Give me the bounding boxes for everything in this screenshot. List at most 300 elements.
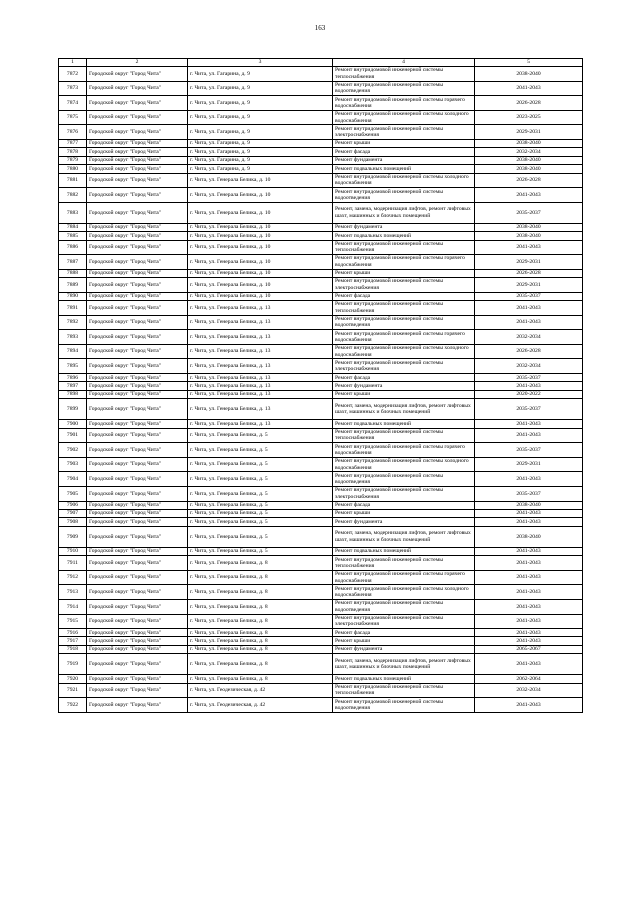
row-number: 7922 <box>59 698 87 713</box>
table-row <box>59 556 583 571</box>
period-cell: 2038-2040 <box>475 67 583 82</box>
table-row <box>59 420 583 428</box>
work-type-cell: Ремонт внутридомовой инженерной системы электроснабжения <box>333 359 475 374</box>
period-cell: 2026-2028 <box>475 344 583 359</box>
address-cell: г. Чита, ул. Генерала Белика, д. 13 <box>188 359 333 374</box>
period-cell: 2041-2043 <box>475 428 583 443</box>
period-cell: 2035-2037 <box>475 292 583 300</box>
table-row <box>59 518 583 526</box>
address-cell: г. Чита, ул. Генерала Белика, д. 8 <box>188 654 333 675</box>
row-number: 7916 <box>59 629 87 637</box>
work-type-cell: Ремонт крыши <box>333 390 475 398</box>
district-cell: Городской округ "Город Чита" <box>87 292 188 300</box>
table-row <box>59 292 583 300</box>
address-cell: г. Чита, ул. Генерала Белика, д. 5 <box>188 472 333 487</box>
table-row <box>59 637 583 645</box>
district-cell: Городской округ "Город Чита" <box>87 315 188 330</box>
work-type-cell: Ремонт внутридомовой инженерной системы водоотведения <box>333 599 475 614</box>
column-header-3: 3 <box>188 59 333 67</box>
table-row <box>59 486 583 501</box>
row-number: 7914 <box>59 599 87 614</box>
district-cell: Городской округ "Город Чита" <box>87 255 188 270</box>
row-number: 7894 <box>59 344 87 359</box>
table-row <box>59 654 583 675</box>
address-cell: г. Чита, ул. Генерала Белика, д. 13 <box>188 390 333 398</box>
table-row <box>59 675 583 683</box>
district-cell: Городской округ "Город Чита" <box>87 457 188 472</box>
work-type-cell: Ремонт внутридомовой инженерной системы горячего водоснабжения <box>333 570 475 585</box>
table-row <box>59 240 583 255</box>
row-number: 7899 <box>59 399 87 420</box>
work-type-cell: Ремонт внутридомовой инженерной системы теплоснабжения <box>333 428 475 443</box>
period-cell: 2029-2031 <box>475 125 583 140</box>
row-number: 7920 <box>59 675 87 683</box>
address-cell: г. Чита, ул. Генерала Белика, д. 13 <box>188 330 333 345</box>
row-number: 7898 <box>59 390 87 398</box>
work-type-cell: Ремонт внутридомовой инженерной системы горячего водоснабжения <box>333 255 475 270</box>
work-type-cell: Ремонт крыши <box>333 509 475 517</box>
address-cell: г. Чита, ул. Генерала Белика, д. 13 <box>188 382 333 390</box>
row-number: 7917 <box>59 637 87 645</box>
table-row <box>59 683 583 698</box>
address-cell: г. Чита, ул. Генерала Белика, д. 5 <box>188 428 333 443</box>
table-row <box>59 81 583 96</box>
table-row <box>59 344 583 359</box>
work-type-cell: Ремонт фасада <box>333 629 475 637</box>
period-cell: 2023-2025 <box>475 110 583 125</box>
address-cell: г. Чита, ул. Гагарина, д. 9 <box>188 156 333 164</box>
row-number: 7888 <box>59 269 87 277</box>
table-row <box>59 374 583 382</box>
address-cell: г. Чита, ул. Генерала Белика, д. 13 <box>188 399 333 420</box>
district-cell: Городской округ "Город Чита" <box>87 472 188 487</box>
work-type-cell: Ремонт фасада <box>333 374 475 382</box>
period-cell: 2041-2043 <box>475 188 583 203</box>
work-type-cell: Ремонт подвальных помещений <box>333 420 475 428</box>
address-cell: г. Чита, ул. Геодезическая, д. 42 <box>188 698 333 713</box>
work-type-cell: Ремонт внутридомовой инженерной системы водоотведения <box>333 472 475 487</box>
address-cell: г. Чита, ул. Генерала Белика, д. 10 <box>188 292 333 300</box>
row-number: 7902 <box>59 443 87 458</box>
period-cell: 2041-2043 <box>475 518 583 526</box>
work-type-cell: Ремонт, замена, модернизация лифтов, ремонт лифтовых шахт, машинных и блочных помещений <box>333 526 475 547</box>
address-cell: г. Чита, ул. Генерала Белика, д. 5 <box>188 457 333 472</box>
table-row <box>59 148 583 156</box>
district-cell: Городской округ "Город Чита" <box>87 81 188 96</box>
row-number: 7897 <box>59 382 87 390</box>
address-cell: г. Чита, ул. Генерала Белика, д. 5 <box>188 518 333 526</box>
district-cell: Городской округ "Город Чита" <box>87 165 188 173</box>
address-cell: г. Чита, ул. Гагарина, д. 9 <box>188 148 333 156</box>
table-row <box>59 399 583 420</box>
address-cell: г. Чита, ул. Гагарина, д. 9 <box>188 125 333 140</box>
period-cell: 2035-2037 <box>475 486 583 501</box>
address-cell: г. Чита, ул. Генерала Белика, д. 5 <box>188 547 333 555</box>
period-cell: 2020-2022 <box>475 390 583 398</box>
district-cell: Городской округ "Город Чита" <box>87 501 188 509</box>
address-cell: г. Чита, ул. Генерала Белика, д. 10 <box>188 173 333 188</box>
work-type-cell: Ремонт внутридомовой инженерной системы холодного водоснабжения <box>333 110 475 125</box>
row-number: 7878 <box>59 148 87 156</box>
address-cell: г. Чита, ул. Геодезическая, д. 42 <box>188 683 333 698</box>
work-type-cell: Ремонт крыши <box>333 139 475 147</box>
row-number: 7872 <box>59 67 87 82</box>
district-cell: Городской округ "Город Чита" <box>87 585 188 600</box>
address-cell: г. Чита, ул. Генерала Белика, д. 13 <box>188 374 333 382</box>
period-cell: 2062-2064 <box>475 675 583 683</box>
work-type-cell: Ремонт внутридомовой инженерной системы электроснабжения <box>333 486 475 501</box>
work-type-cell: Ремонт внутридомовой инженерной системы горячего водоснабжения <box>333 96 475 111</box>
row-number: 7903 <box>59 457 87 472</box>
work-type-cell: Ремонт внутридомовой инженерной системы горячего водоснабжения <box>333 443 475 458</box>
district-cell: Городской округ "Город Чита" <box>87 428 188 443</box>
table-row <box>59 125 583 140</box>
column-header-5: 5 <box>475 59 583 67</box>
district-cell: Городской округ "Город Чита" <box>87 683 188 698</box>
table-row <box>59 96 583 111</box>
work-type-cell: Ремонт крыши <box>333 637 475 645</box>
work-type-cell: Ремонт фасада <box>333 148 475 156</box>
district-cell: Городской округ "Город Чита" <box>87 223 188 231</box>
period-cell: 2038-2040 <box>475 526 583 547</box>
table-row <box>59 173 583 188</box>
address-cell: г. Чита, ул. Генерала Белика, д. 8 <box>188 675 333 683</box>
table-row <box>59 67 583 82</box>
table-header-row <box>59 59 583 67</box>
work-type-cell: Ремонт фундамента <box>333 518 475 526</box>
period-cell: 2026-2028 <box>475 96 583 111</box>
address-cell: г. Чита, ул. Гагарина, д. 9 <box>188 67 333 82</box>
table-row <box>59 156 583 164</box>
table-row <box>59 202 583 223</box>
row-number: 7875 <box>59 110 87 125</box>
row-number: 7873 <box>59 81 87 96</box>
work-type-cell: Ремонт внутридомовой инженерной системы водоотведения <box>333 698 475 713</box>
district-cell: Городской округ "Город Чита" <box>87 556 188 571</box>
table-row <box>59 278 583 293</box>
district-cell: Городской округ "Город Чита" <box>87 382 188 390</box>
table-row <box>59 110 583 125</box>
district-cell: Городской округ "Город Чита" <box>87 240 188 255</box>
period-cell: 2041-2043 <box>475 420 583 428</box>
table-row <box>59 501 583 509</box>
period-cell: 2041-2043 <box>475 556 583 571</box>
row-number: 7895 <box>59 359 87 374</box>
row-number: 7887 <box>59 255 87 270</box>
table-row <box>59 188 583 203</box>
district-cell: Городской округ "Город Чита" <box>87 148 188 156</box>
work-type-cell: Ремонт внутридомовой инженерной системы водоотведения <box>333 188 475 203</box>
work-type-cell: Ремонт внутридомовой инженерной системы теплоснабжения <box>333 556 475 571</box>
table-row <box>59 585 583 600</box>
row-number: 7885 <box>59 232 87 240</box>
period-cell: 2029-2031 <box>475 457 583 472</box>
work-type-cell: Ремонт фундамента <box>333 645 475 653</box>
row-number: 7892 <box>59 315 87 330</box>
work-type-cell: Ремонт внутридомовой инженерной системы водоотведения <box>333 81 475 96</box>
table-row <box>59 330 583 345</box>
address-cell: г. Чита, ул. Генерала Белика, д. 8 <box>188 585 333 600</box>
row-number: 7896 <box>59 374 87 382</box>
address-cell: г. Чита, ул. Гагарина, д. 9 <box>188 139 333 147</box>
district-cell: Городской округ "Город Чита" <box>87 278 188 293</box>
table-row <box>59 443 583 458</box>
district-cell: Городской округ "Город Чита" <box>87 344 188 359</box>
table-row <box>59 472 583 487</box>
period-cell: 2038-2040 <box>475 232 583 240</box>
column-header-1: 1 <box>59 59 87 67</box>
district-cell: Городской округ "Город Чита" <box>87 654 188 675</box>
work-type-cell: Ремонт внутридомовой инженерной системы холодного водоснабжения <box>333 457 475 472</box>
period-cell: 2035-2037 <box>475 374 583 382</box>
row-number: 7909 <box>59 526 87 547</box>
address-cell: г. Чита, ул. Гагарина, д. 9 <box>188 96 333 111</box>
district-cell: Городской округ "Город Чита" <box>87 96 188 111</box>
period-cell: 2041-2043 <box>475 614 583 629</box>
district-cell: Городской округ "Город Чита" <box>87 67 188 82</box>
row-number: 7915 <box>59 614 87 629</box>
address-cell: г. Чита, ул. Генерала Белика, д. 13 <box>188 420 333 428</box>
work-type-cell: Ремонт подвальных помещений <box>333 547 475 555</box>
period-cell: 2035-2037 <box>475 202 583 223</box>
work-type-cell: Ремонт внутридомовой инженерной системы горячего водоснабжения <box>333 330 475 345</box>
district-cell: Городской округ "Город Чита" <box>87 443 188 458</box>
period-cell: 2026-2028 <box>475 173 583 188</box>
address-cell: г. Чита, ул. Генерала Белика, д. 5 <box>188 509 333 517</box>
table-row <box>59 570 583 585</box>
period-cell: 2026-2028 <box>475 269 583 277</box>
table-row <box>59 139 583 147</box>
row-number: 7919 <box>59 654 87 675</box>
table-row <box>59 359 583 374</box>
period-cell: 2035-2037 <box>475 399 583 420</box>
repair-schedule-table <box>58 58 583 713</box>
period-cell: 2038-2040 <box>475 165 583 173</box>
district-cell: Городской округ "Город Чита" <box>87 526 188 547</box>
row-number: 7877 <box>59 139 87 147</box>
period-cell: 2038-2040 <box>475 501 583 509</box>
district-cell: Городской округ "Город Чита" <box>87 599 188 614</box>
work-type-cell: Ремонт, замена, модернизация лифтов, ремонт лифтовых шахт, машинных и блочных помещений <box>333 202 475 223</box>
district-cell: Городской округ "Город Чита" <box>87 518 188 526</box>
address-cell: г. Чита, ул. Генерала Белика, д. 5 <box>188 526 333 547</box>
row-number: 7907 <box>59 509 87 517</box>
work-type-cell: Ремонт внутридомовой инженерной системы теплоснабжения <box>333 301 475 316</box>
row-number: 7900 <box>59 420 87 428</box>
row-number: 7921 <box>59 683 87 698</box>
row-number: 7901 <box>59 428 87 443</box>
row-number: 7884 <box>59 223 87 231</box>
address-cell: г. Чита, ул. Генерала Белика, д. 8 <box>188 614 333 629</box>
period-cell: 2065-2067 <box>475 645 583 653</box>
table-row <box>59 315 583 330</box>
period-cell: 2038-2040 <box>475 223 583 231</box>
period-cell: 2035-2037 <box>475 443 583 458</box>
period-cell: 2032-2034 <box>475 330 583 345</box>
district-cell: Городской округ "Город Чита" <box>87 420 188 428</box>
address-cell: г. Чита, ул. Генерала Белика, д. 10 <box>188 240 333 255</box>
period-cell: 2041-2043 <box>475 240 583 255</box>
row-number: 7906 <box>59 501 87 509</box>
district-cell: Городской округ "Город Чита" <box>87 139 188 147</box>
table-row <box>59 428 583 443</box>
row-number: 7891 <box>59 301 87 316</box>
table-row <box>59 509 583 517</box>
address-cell: г. Чита, ул. Гагарина, д. 9 <box>188 165 333 173</box>
address-cell: г. Чита, ул. Генерала Белика, д. 8 <box>188 599 333 614</box>
work-type-cell: Ремонт крыши <box>333 269 475 277</box>
work-type-cell: Ремонт подвальных помещений <box>333 675 475 683</box>
work-type-cell: Ремонт подвальных помещений <box>333 232 475 240</box>
row-number: 7890 <box>59 292 87 300</box>
row-number: 7889 <box>59 278 87 293</box>
work-type-cell: Ремонт, замена, модернизация лифтов, ремонт лифтовых шахт, машинных и блочных помещений <box>333 399 475 420</box>
row-number: 7893 <box>59 330 87 345</box>
row-number: 7874 <box>59 96 87 111</box>
work-type-cell: Ремонт внутридомовой инженерной системы холодного водоснабжения <box>333 344 475 359</box>
district-cell: Городской округ "Город Чита" <box>87 156 188 164</box>
table-row <box>59 232 583 240</box>
period-cell: 2041-2043 <box>475 315 583 330</box>
district-cell: Городской округ "Город Чита" <box>87 399 188 420</box>
period-cell: 2041-2043 <box>475 599 583 614</box>
row-number: 7904 <box>59 472 87 487</box>
work-type-cell: Ремонт подвальных помещений <box>333 165 475 173</box>
period-cell: 2038-2040 <box>475 139 583 147</box>
address-cell: г. Чита, ул. Генерала Белика, д. 5 <box>188 486 333 501</box>
period-cell: 2029-2031 <box>475 255 583 270</box>
address-cell: г. Чита, ул. Генерала Белика, д. 10 <box>188 202 333 223</box>
work-type-cell: Ремонт фасада <box>333 292 475 300</box>
district-cell: Городской округ "Город Чита" <box>87 330 188 345</box>
row-number: 7905 <box>59 486 87 501</box>
row-number: 7881 <box>59 173 87 188</box>
table-row <box>59 547 583 555</box>
work-type-cell: Ремонт фундамента <box>333 223 475 231</box>
work-type-cell: Ремонт фасада <box>333 501 475 509</box>
address-cell: г. Чита, ул. Генерала Белика, д. 10 <box>188 278 333 293</box>
table-row <box>59 698 583 713</box>
row-number: 7908 <box>59 518 87 526</box>
row-number: 7879 <box>59 156 87 164</box>
address-cell: г. Чита, ул. Генерала Белика, д. 8 <box>188 556 333 571</box>
work-type-cell: Ремонт фундамента <box>333 382 475 390</box>
table-row <box>59 629 583 637</box>
row-number: 7918 <box>59 645 87 653</box>
address-cell: г. Чита, ул. Гагарина, д. 9 <box>188 81 333 96</box>
page-number: 163 <box>314 24 326 32</box>
work-type-cell: Ремонт внутридомовой инженерной системы теплоснабжения <box>333 240 475 255</box>
period-cell: 2041-2043 <box>475 509 583 517</box>
district-cell: Городской округ "Город Чита" <box>87 374 188 382</box>
row-number: 7882 <box>59 188 87 203</box>
work-type-cell: Ремонт, замена, модернизация лифтов, ремонт лифтовых шахт, машинных и блочных помещений <box>333 654 475 675</box>
period-cell: 2041-2043 <box>475 698 583 713</box>
address-cell: г. Чита, ул. Генерала Белика, д. 10 <box>188 223 333 231</box>
period-cell: 2041-2043 <box>475 570 583 585</box>
address-cell: г. Чита, ул. Генерала Белика, д. 8 <box>188 629 333 637</box>
table-row <box>59 645 583 653</box>
table-row <box>59 382 583 390</box>
period-cell: 2041-2043 <box>475 637 583 645</box>
address-cell: г. Чита, ул. Генерала Белика, д. 10 <box>188 269 333 277</box>
address-cell: г. Чита, ул. Генерала Белика, д. 10 <box>188 232 333 240</box>
table-row <box>59 614 583 629</box>
period-cell: 2041-2043 <box>475 382 583 390</box>
address-cell: г. Чита, ул. Генерала Белика, д. 10 <box>188 255 333 270</box>
row-number: 7911 <box>59 556 87 571</box>
address-cell: г. Чита, ул. Генерала Белика, д. 8 <box>188 645 333 653</box>
district-cell: Городской округ "Город Чита" <box>87 301 188 316</box>
district-cell: Городской округ "Город Чита" <box>87 232 188 240</box>
column-header-4: 4 <box>333 59 475 67</box>
district-cell: Городской округ "Город Чита" <box>87 188 188 203</box>
period-cell: 2041-2043 <box>475 81 583 96</box>
district-cell: Городской округ "Город Чита" <box>87 675 188 683</box>
table-row <box>59 223 583 231</box>
district-cell: Городской округ "Город Чита" <box>87 509 188 517</box>
row-number: 7880 <box>59 165 87 173</box>
district-cell: Городской округ "Город Чита" <box>87 614 188 629</box>
district-cell: Городской округ "Город Чита" <box>87 173 188 188</box>
table-row <box>59 269 583 277</box>
work-type-cell: Ремонт внутридомовой инженерной системы электроснабжения <box>333 614 475 629</box>
period-cell: 2041-2043 <box>475 547 583 555</box>
district-cell: Городской округ "Город Чита" <box>87 269 188 277</box>
period-cell: 2041-2043 <box>475 301 583 316</box>
work-type-cell: Ремонт внутридомовой инженерной системы водоотведения <box>333 315 475 330</box>
district-cell: Городской округ "Город Чита" <box>87 570 188 585</box>
work-type-cell: Ремонт внутридомовой инженерной системы холодного водоснабжения <box>333 173 475 188</box>
table-row <box>59 390 583 398</box>
row-number: 7886 <box>59 240 87 255</box>
district-cell: Городской округ "Город Чита" <box>87 359 188 374</box>
row-number: 7913 <box>59 585 87 600</box>
table-row <box>59 255 583 270</box>
period-cell: 2041-2043 <box>475 472 583 487</box>
address-cell: г. Чита, ул. Гагарина, д. 9 <box>188 110 333 125</box>
work-type-cell: Ремонт внутридомовой инженерной системы холодного водоснабжения <box>333 585 475 600</box>
column-header-2: 2 <box>87 59 188 67</box>
address-cell: г. Чита, ул. Генерала Белика, д. 5 <box>188 443 333 458</box>
period-cell: 2041-2043 <box>475 629 583 637</box>
address-cell: г. Чита, ул. Генерала Белика, д. 10 <box>188 188 333 203</box>
work-type-cell: Ремонт внутридомовой инженерной системы электроснабжения <box>333 125 475 140</box>
table-body <box>59 67 583 713</box>
table-row <box>59 457 583 472</box>
district-cell: Городской округ "Город Чита" <box>87 637 188 645</box>
row-number: 7883 <box>59 202 87 223</box>
work-type-cell: Ремонт внутридомовой инженерной системы электроснабжения <box>333 278 475 293</box>
district-cell: Городской округ "Город Чита" <box>87 698 188 713</box>
period-cell: 2032-2034 <box>475 359 583 374</box>
work-type-cell: Ремонт внутридомовой инженерной системы теплоснабжения <box>333 683 475 698</box>
district-cell: Городской округ "Город Чита" <box>87 390 188 398</box>
district-cell: Городской округ "Город Чита" <box>87 110 188 125</box>
address-cell: г. Чита, ул. Генерала Белика, д. 5 <box>188 501 333 509</box>
row-number: 7912 <box>59 570 87 585</box>
address-cell: г. Чита, ул. Генерала Белика, д. 13 <box>188 315 333 330</box>
table-row <box>59 165 583 173</box>
district-cell: Городской округ "Город Чита" <box>87 125 188 140</box>
row-number: 7876 <box>59 125 87 140</box>
period-cell: 2041-2043 <box>475 654 583 675</box>
address-cell: г. Чита, ул. Генерала Белика, д. 13 <box>188 344 333 359</box>
period-cell: 2041-2043 <box>475 585 583 600</box>
period-cell: 2032-2034 <box>475 683 583 698</box>
period-cell: 2032-2034 <box>475 148 583 156</box>
table-row <box>59 526 583 547</box>
